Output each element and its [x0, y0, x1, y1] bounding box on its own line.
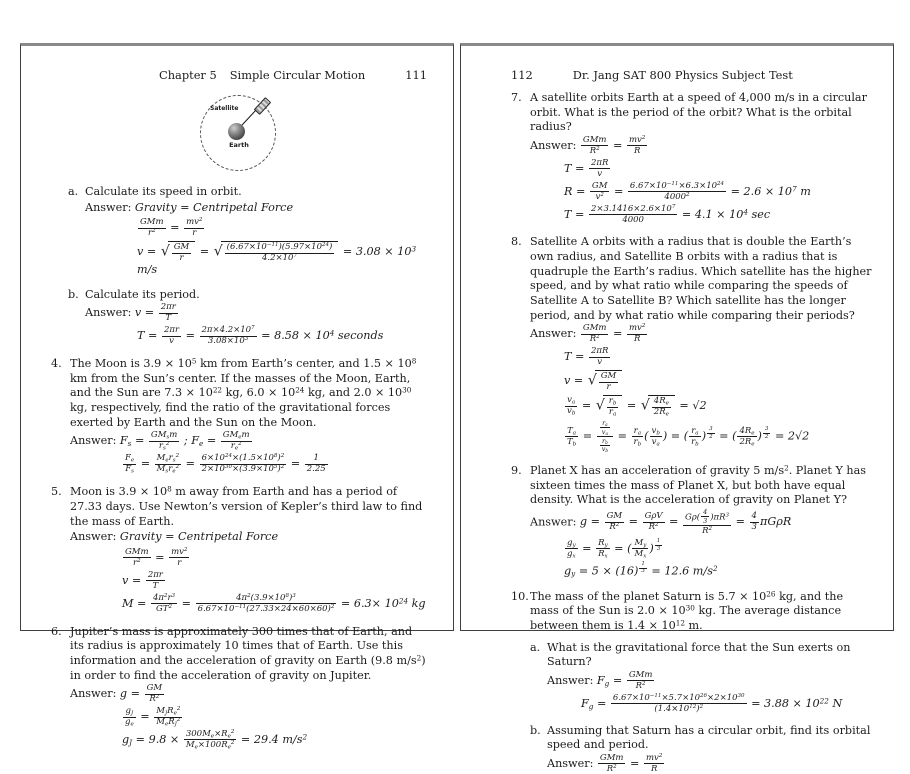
question-number: 5. — [51, 485, 62, 499]
answer-line — [530, 136, 875, 156]
question-text: The mass of the planet Saturn is $5.7 \times 10^{26}$ kg, and the mass of the Sun is $2.0 \times 10^{30}$ kg. The average distance between them is $1.4 \times 10^{12}$ m. — [530, 588, 844, 632]
answer-note: Gravity = Centripetal Force — [134, 200, 294, 214]
answer-line — [70, 431, 427, 451]
formula-line: $\frac{g_J}{g_e}$ = $M_JR_e^2$ $M_eR_J^2$ — [125, 706, 181, 728]
answer-formula: g = $\frac{GM}{R^2}$ — [119, 683, 163, 705]
question-number: 7. — [511, 90, 522, 104]
question-8 — [511, 235, 875, 456]
question-text: Jupiter’s mass is approximately 300 times that of Earth, and its radius is approximately 10 times that of Earth. Use this information and the acceleration of gravity on Earth (9.8 $m/s^2$) in order to find the acceleration of gravity on Jupiter. — [70, 624, 426, 682]
answer-line — [530, 509, 875, 536]
formula-line: $\frac{F_e}{F_s}$ = $M_er_s^2$ $M_sr_e^2$ = $\frac{6\times 10^{24}\times(1.5\times 10^8)^2}{2\times 10^{30}\times(3.9\times 10^5)^2}$ = $\frac{1}{2.25}$ — [125, 453, 326, 475]
answer-line — [85, 201, 427, 216]
answer-label: Answer: — [85, 306, 132, 320]
answer-label: Answer: — [530, 515, 577, 529]
answer-formula: v = $\frac{2\pi r}{T}$ — [134, 302, 176, 324]
question-10a — [530, 641, 875, 717]
answer-label: Answer: — [530, 327, 577, 341]
answer-formula: g = $\frac{GM}{R^2}$ = GρV $R^2$ = Gρ( $\frac{4}{3}$ )$\pi R^3$ $R^2$ = $\frac{4}{3}$ πGρR — [579, 508, 792, 536]
answer-line — [70, 530, 427, 545]
book-page-left — [20, 43, 454, 751]
formula-line: $\frac{g_y}{g_x}$ = $\frac{R_y}{R_x}$ = ( $\frac{M_y}{M_x}$ ) $^{\frac{1}{3}}$ — [567, 537, 661, 559]
page-header — [51, 68, 427, 83]
page-left-content — [21, 46, 453, 753]
answer-label: Answer: — [70, 687, 117, 701]
question-text: A satellite orbits Earth at a speed of 4,000 m/s in a circular orbit. What is the period of the orbit? What is the orbital radius? — [530, 90, 867, 134]
question-4 — [51, 357, 427, 477]
question-number: 4. — [51, 357, 62, 371]
book-page-right — [460, 43, 894, 774]
question-number: 8. — [511, 235, 522, 249]
answer-formula: $F_s$ = $GM_sm$ $r_s^2$ ; $F_e$ = $GM_em$ $r_e^2$ — [119, 430, 250, 452]
formula-line: $\frac{v_a}{v_b}$ = √ $\frac{r_b}{r_a}$ = √ $\frac{4R_e}{2R_e}$ = √2 — [567, 395, 707, 418]
answer-note: Gravity = Centripetal Force — [119, 530, 279, 544]
answer-label: Answer: — [70, 434, 117, 448]
formula-line: v = $\frac{2\pi r}{T}$ — [122, 569, 163, 591]
answer-line — [70, 684, 427, 704]
chapter-title: Simple Circular Motion — [229, 68, 366, 82]
question-text: The Moon is $3.9 \times 10^5$ km from Earth’s center, and $1.5 \times 10^8$ km from the Sun’s center. If the masses of the Moon, Earth, and the Sun are $7.3 \times 10^{22}$ kg, $6.0 \times 10^{24}$ kg, and $2.0 \times 10^{30}$ kg, respectively, find the ratio of the gravitational forces exerted by Earth and the Sun on the Moon. — [70, 356, 417, 429]
question-text: Assuming that Saturn has a circular orbit, find its orbital speed and period. — [547, 723, 871, 752]
answer-line — [547, 754, 875, 774]
formula-line: T = $\frac{2\pi r}{v}$ = $\frac{2\pi\times 4.2\times 10^7}{3.08\times 10^3}$ = $8.58 \times 10^4$ seconds — [137, 325, 384, 347]
formula-line: v = √ $\frac{GM}{r}$ — [564, 370, 875, 392]
formula-line: T = $\frac{2\pi R}{v}$ — [564, 157, 609, 179]
question-5 — [51, 485, 427, 616]
book-title: Dr. Jang SAT 800 Physics Subject Test — [572, 68, 793, 82]
answer-label: Answer: — [85, 200, 132, 214]
question-text: Planet X has an acceleration of gravity 5 $m/s^2$. Planet Y has sixteen times the mass of Planet X, but both have equal density. What is the acceleration of gravity on Planet Y? — [530, 463, 867, 507]
question-10b — [530, 724, 875, 774]
formula-line: M = $\frac{4\pi^2r^3}{GT^2}$ = $\frac{4\pi^2(3.9\times 10^8)^3}{6.67\times 10^{-11}(27.33\times 24\times 60\times 60)^2}$ = $6.3\times 10^{24}$ kg — [122, 592, 426, 614]
formula-line: T = $\frac{2\times 3.1416\times 2.6\times 10^7}{4000}$ = $4.1 \times 10^4$ sec — [564, 203, 771, 225]
question-number: 9. — [511, 464, 522, 478]
answer-label: Answer: — [530, 138, 577, 152]
question-6 — [51, 625, 427, 753]
question-text: Moon is $3.9 \times 10^8$ m away from Earth and has a period of 27.33 days. Use Newton’s version of Kepler’s third law to find the mass of Earth. — [70, 484, 423, 528]
answer-formula: GMm $R^2$ = $\frac{mv^2}{R}$ — [582, 134, 646, 156]
item-letter: b. — [68, 287, 79, 301]
answer-formula: GMm $R^2$ = $\frac{mv^2}{R}$ — [582, 323, 646, 345]
question-3b — [68, 288, 427, 349]
formula-line: T = $\frac{2\pi R}{v}$ — [564, 346, 609, 368]
question-3a — [68, 185, 427, 281]
question-text: Calculate its period. — [85, 287, 200, 301]
answer-formula: $F_g$ = GMm $R^2$ — [596, 669, 653, 691]
answer-label: Answer: — [547, 673, 594, 687]
page-number: 111 — [405, 68, 427, 82]
answer-line — [530, 324, 875, 344]
earth-sphere — [228, 123, 245, 140]
formula-line: $F_g$ = $\frac{6.67\times 10^{-11}\times 5.7\times 10^{26}\times 2\times 10^{30}}{(1.4\times 10^{12})^2}$ = $3.88 \times 10^{22}$ N — [581, 692, 843, 714]
question-7 — [511, 91, 875, 228]
question-text: What is the gravitational force that the Sun exerts on Saturn? — [547, 640, 851, 669]
question-number: 10. — [511, 589, 529, 603]
answer-formula: GMm $R^2$ = $\frac{mv^2}{R}$ — [599, 753, 663, 774]
page-header — [511, 68, 875, 83]
answer-line — [547, 671, 875, 691]
question-number: 6. — [51, 624, 62, 638]
answer-line — [85, 303, 427, 323]
formula-line: v = √ $\frac{GM}{r}$ = √ $\frac{(6.67\times 10^{-11})(5.97\times 10^{24})}{4.2\times 10^7}$ = $3.08 \times 10^3$ m/s — [137, 242, 417, 277]
formula-line: $g_y = 5 \times (16)$ $^{\frac{1}{3}}$ = 12.6 $m/s^2$ — [564, 560, 718, 578]
page-right-content — [461, 46, 893, 774]
question-10 — [511, 590, 875, 774]
formula-line: $g_J = 9.8$ × $\frac{300M_e\times R_e^2}{M_e\times 100R_e^2}$ = 29.4 $m/s^2$ — [122, 728, 308, 751]
item-letter: a. — [68, 184, 79, 198]
question-text: Calculate its speed in orbit. — [85, 184, 242, 198]
chapter-number: Chapter 5 — [158, 68, 217, 82]
question-text: Satellite A orbits with a radius that is double the Earth’s own radius, and Satellite B orbits with a radius that is quadruple the Earth’s radius. Which satellite has the higher speed, and by what ratio while comparing the speeds of Satellite A to Satellite B? Which satellite has the longer period, and by what ratio while comparing their periods? — [530, 235, 872, 322]
item-letter: b. — [530, 723, 541, 737]
formula-line: R = $\frac{GM}{v^2}$ = $\frac{6.67\times 10^{-11}\times 6.3\times 10^{24}}{4000^2}$ = $2.6 \times 10^7$ m — [564, 180, 811, 202]
item-letter: a. — [530, 640, 541, 654]
formula-line: GMm $r^2$ = $\frac{mv^2}{r}$ — [140, 217, 203, 239]
question-9 — [511, 464, 875, 581]
answer-label: Answer: — [70, 530, 117, 544]
formula-line: GMm $r^2$ = $\frac{mv^2}{r}$ — [125, 546, 188, 568]
formula-line: $\frac{T_a}{T_b}$ = $\frac{r_a}{v_a}$ $\frac{r_b}{v_b}$ = $\frac{r_a}{r_b}$ ( $\frac{v_b}{v_a}$ ) = ( $\frac{r_a}{r_b}$ ) $^{\frac{3}{2}}$ = ( $\frac{4R_e}{2R_e}$ ) $^{\frac{3}{2}}$ = 2√2 — [567, 418, 810, 454]
satellite-label: Satellite — [210, 104, 239, 112]
page-number: 112 — [511, 68, 533, 82]
answer-label: Answer: — [547, 756, 594, 770]
satellite-orbit-diagram — [197, 91, 281, 175]
earth-label: Earth — [229, 140, 249, 149]
